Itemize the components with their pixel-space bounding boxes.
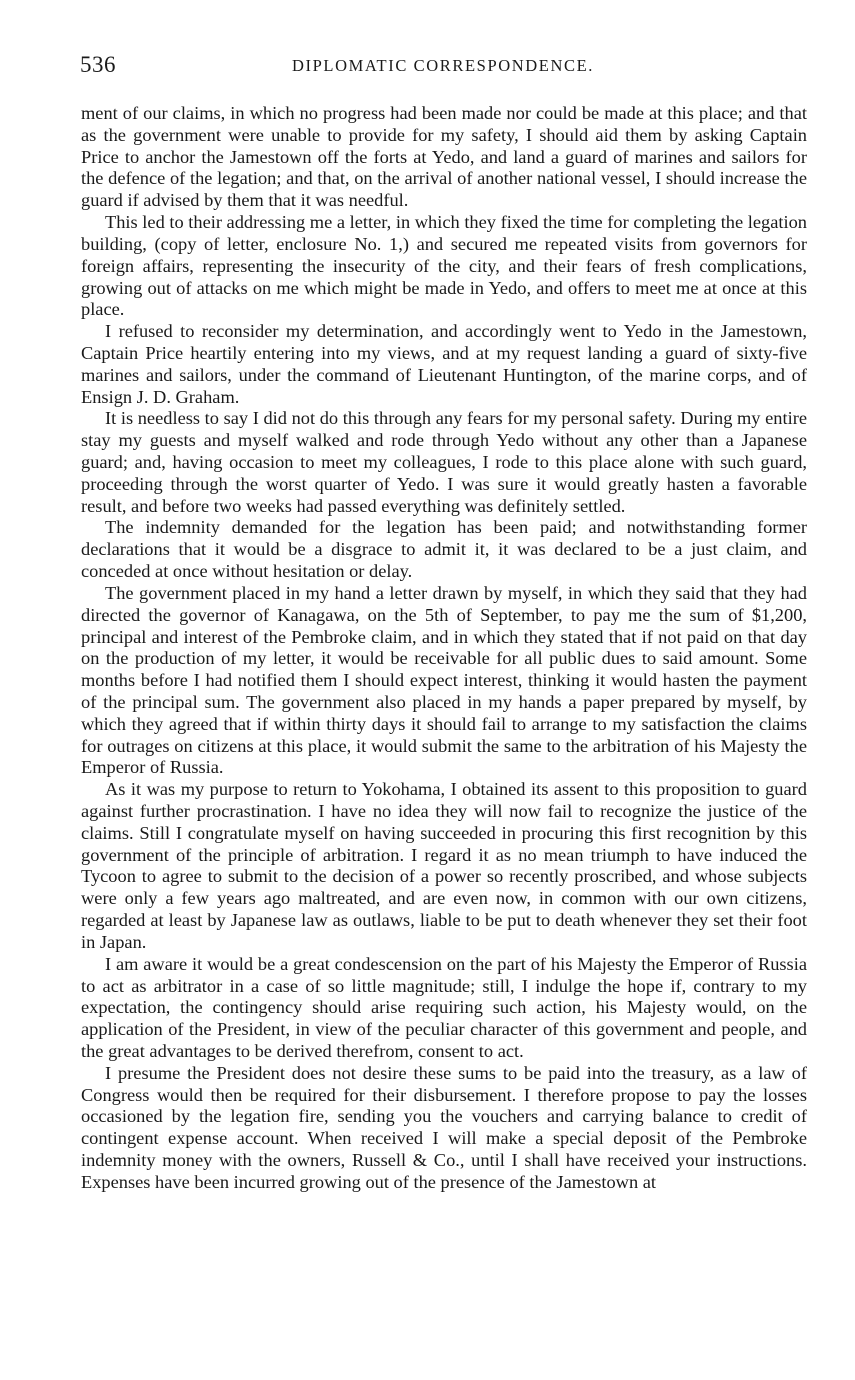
body-text <box>81 103 807 1194</box>
page-number: 536 <box>80 52 116 77</box>
paragraph-5: The indemnity demanded for the legation has been paid; and notwithstanding former declarations that it would be a disgrace to admit it, it was declared to be a just claim, and conceded at once without hesitation or delay. <box>81 517 807 582</box>
paragraph-2: This led to their addressing me a letter, in which they fixed the time for completing the legation building, (copy of letter, enclosure No. 1,) and secured me repeated visits from governors for foreign affairs, representing the insecurity of the city, and their fears of fresh complications, growing out of attacks on me which might be made in Yedo, and offers to meet me at once at this place. <box>81 212 807 320</box>
page-header <box>80 52 806 82</box>
paragraph-9: I presume the President does not desire these sums to be paid into the treasury, as a law of Congress would then be required for their disbursement. I therefore propose to pay the losses occasioned by the legation fire, sending you the vouchers and carrying balance to credit of contingent expense account. When received I will make a special deposit of the Pembroke indemnity money with the owners, Russell & Co., until I shall have received your instructions. Expenses have been incurred growing out of the presence of the Jamestown at <box>81 1062 807 1192</box>
running-title: DIPLOMATIC CORRESPONDENCE. <box>292 56 594 75</box>
paragraph-6: The government placed in my hand a letter drawn by myself, in which they said that they had directed the governor of Kanagawa, on the 5th of September, to pay me the sum of $1,200, principal and interest of the Pembroke claim, and in which they stated that if not paid on that day on the production of my letter, it would be receivable for all public dues to said amount. Some months before I had notified them I should expect interest, thinking it would hasten the payment of the principal sum. The government also placed in my hands a paper prepared by myself, by which they agreed that if within thirty days it should fail to arrange to my satisfaction the claims for outrages on citizens at this place, it would submit the same to the arbitration of his Majesty the Emperor of Russia. <box>81 582 807 778</box>
paragraph-1: ment of our claims, in which no progress had been made nor could be made at this place; and that as the government were unable to provide for my safety, I should aid them by asking Captain Price to anchor the Jamestown off the forts at Yedo, and land a guard of marines and sailors for the defence of the legation; and that, on the arrival of another national vessel, I should increase the guard if advised by them that it was needful. <box>81 103 807 211</box>
paragraph-4: It is needless to say I did not do this through any fears for my personal safety. During my entire stay my guests and myself walked and rode through Yedo without any other than a Japanese guard; and, having occasion to meet my colleagues, I rode to this place alone with such guard, proceeding through the worst quarter of Yedo. I was sure it would greatly hasten a favorable result, and before two weeks had passed everything was definitely settled. <box>81 408 807 516</box>
paragraph-3: I refused to reconsider my determination, and accordingly went to Yedo in the Jamestown, Captain Price heartily entering into my views, and at my request landing a guard of sixty-five marines and sailors, under the command of Lieutenant Huntington, of the marine corps, and of Ensign J. D. Graham. <box>81 321 807 407</box>
paragraph-7: As it was my purpose to return to Yokohama, I obtained its assent to this proposition to guard against further procrastination. I have no idea they will now fail to recognize the justice of the claims. Still I congratulate myself on having succeeded in procuring this first recognition by this government of the principle of arbitration. I regard it as no mean triumph to have induced the Tycoon to agree to submit to the decision of a power so recently proscribed, and whose subjects were only a few years ago maltreated, and are even now, in common with our own citizens, regarded at least by Japanese law as outlaws, liable to be put to death whenever they set their foot in Japan. <box>81 779 807 952</box>
paragraph-8: I am aware it would be a great condescension on the part of his Majesty the Emperor of Russia to act as arbitrator in a case of so little magnitude; still, I indulge the hope if, contrary to my expectation, the contingency should arise requiring such action, his Majesty would, on the application of the President, in view of the peculiar character of this government and people, and the great advantages to be derived therefrom, consent to act. <box>81 953 807 1061</box>
